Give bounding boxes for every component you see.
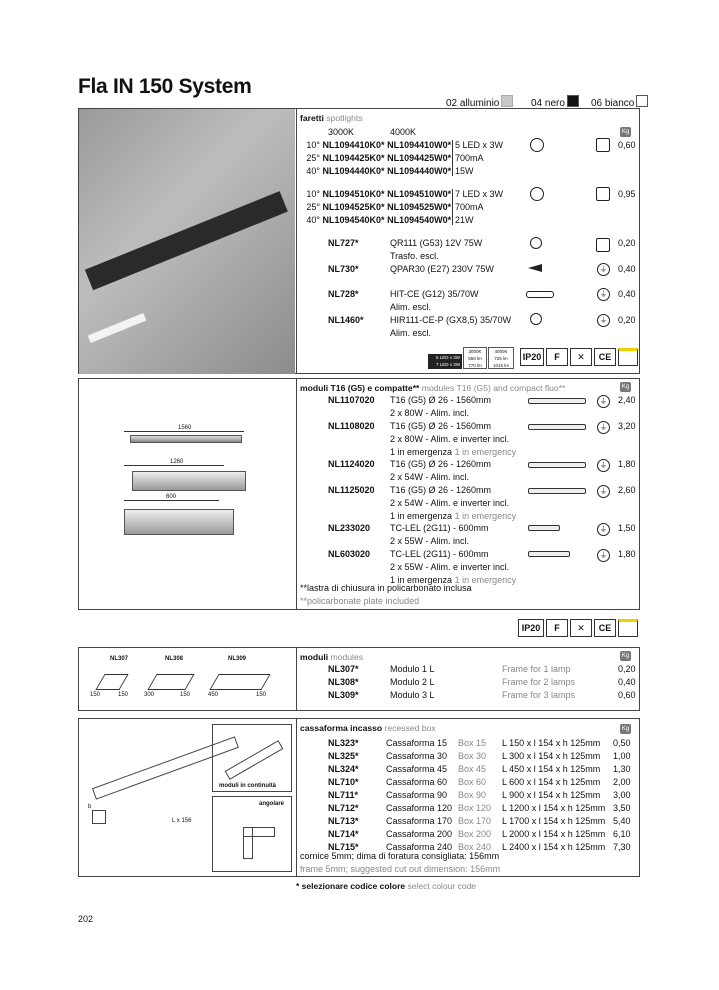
corner-label: angolare — [259, 801, 285, 807]
recessed-note-it: cornice 5mm; dima di foratura consigliata: 156mm — [300, 851, 500, 861]
flag-icon — [618, 619, 638, 637]
ip20-badge: IP20 — [520, 348, 544, 366]
label-nl309: NL309 — [228, 656, 247, 662]
kg-icon: Kg — [621, 653, 630, 659]
kg-icon: Kg — [621, 129, 630, 135]
footnote: * selezionare codice colore select colour code — [296, 881, 477, 891]
divider — [296, 647, 297, 711]
led-icon — [530, 187, 544, 201]
f-mark: F — [546, 348, 568, 366]
nero-swatch — [567, 95, 579, 107]
weee-icon: ✕ — [570, 619, 592, 637]
divider — [296, 718, 297, 877]
col-3000k: 3000K — [328, 127, 355, 137]
continuity-label: moduli in continuità — [219, 783, 276, 789]
divider — [296, 108, 297, 374]
fig-600 — [124, 495, 244, 540]
kg-icon: Kg — [621, 726, 630, 732]
nl309-frame — [209, 674, 270, 690]
t16-tube-icon — [528, 398, 586, 404]
ground-icon: ⏚ — [597, 549, 610, 562]
ground-icon: ⏚ — [597, 314, 610, 327]
finish-nero: 04 nero — [531, 95, 579, 109]
t16-header: moduli T16 (G5) e compatte** modules T16 (G5) and compact fluo** — [300, 383, 566, 393]
spots-header: faretti spotlights — [300, 113, 363, 123]
finish-bianco: 06 bianco — [591, 95, 648, 109]
divider — [452, 189, 453, 225]
lumen-table — [428, 347, 518, 369]
alluminio-swatch — [501, 95, 513, 107]
lamp-icon — [530, 237, 542, 249]
col-4000k: 4000K — [390, 127, 417, 137]
spots-group-2-spec: 7 LED x 3W 700mA 21W — [455, 189, 504, 225]
divider — [452, 140, 453, 176]
flag-icon — [618, 348, 638, 366]
recessed-box-header: cassaforma incasso recessed box — [300, 723, 436, 733]
dim-600: 600 — [166, 494, 177, 500]
led-icon — [530, 138, 544, 152]
ip20-badge: IP20 — [518, 619, 544, 637]
corner-inset — [212, 796, 292, 872]
product-photo — [79, 109, 295, 374]
page-number: 202 — [78, 914, 94, 924]
t16-note-it: **lastra di chiusura in policarbonato inclusa — [300, 583, 472, 593]
divider — [296, 378, 297, 610]
class-icon — [596, 187, 610, 201]
t16-tube-icon — [528, 488, 586, 494]
spots-group-1-spec: 5 LED x 3W 700mA 15W — [455, 140, 504, 176]
label-nl308: NL308 — [165, 656, 184, 662]
class-icon — [596, 138, 610, 152]
continuity-inset — [212, 724, 292, 792]
ground-icon: ⏚ — [597, 421, 610, 434]
fig-1260 — [124, 460, 244, 490]
hir-lamp-icon — [530, 313, 542, 325]
nl308-frame — [147, 674, 194, 690]
lumen-row-labels: 5 LED x 3W 7 LED x 3W — [428, 354, 462, 369]
bianco-swatch — [636, 95, 648, 107]
modules-figure: NL307 NL308 NL309 150 150 300 150 450 150 — [80, 652, 294, 708]
ground-icon: ⏚ — [597, 395, 610, 408]
recessed-box-figure — [80, 722, 294, 874]
light-diffuser — [88, 313, 147, 343]
ground-icon: ⏚ — [597, 459, 610, 472]
lumen-col-4000: 4000K 725 lm 1015 lm — [488, 347, 514, 369]
modules-header: moduli modules — [300, 652, 364, 662]
ground-icon: ⏚ — [597, 523, 610, 536]
weight: 0,60 — [618, 140, 636, 150]
label-nl307: NL307 — [110, 656, 129, 662]
ground-icon: ⏚ — [597, 288, 610, 301]
nl307-frame — [95, 674, 128, 690]
spots-group-1: 10° NL1094410K0* NL1094410W0* 25° NL1094425K0* NL1094425W0* 40° NL1094440K0* NL1094440W0* — [306, 140, 452, 176]
spots-group-2: 10° NL1094510K0* NL1094510W0* 25° NL1094525K0* NL1094525W0* 40° NL1094540K0* NL1094540W0* — [306, 189, 452, 225]
dim-1560: 1560 — [178, 425, 192, 431]
lumen-col-3000: 3000K 550 lm 770 lm — [463, 347, 487, 369]
luminaire-track — [85, 191, 288, 290]
weee-icon: ✕ — [570, 348, 592, 366]
t16-note-en: **policarbonate plate included — [300, 596, 420, 606]
kg-icon: Kg — [621, 384, 630, 390]
t16-tube-icon — [528, 462, 586, 468]
f-mark: F — [546, 619, 568, 637]
dim-l156: L x 156 — [172, 818, 192, 824]
tclel-tube-icon — [528, 525, 560, 531]
fig-1560 — [124, 426, 244, 440]
finish-alluminio: 02 alluminio — [446, 95, 513, 109]
tclel-tube-icon — [528, 551, 570, 557]
dim-1260: 1260 — [170, 459, 184, 465]
class-icon — [596, 238, 610, 252]
weight: 0,95 — [618, 189, 636, 199]
ground-icon: ⏚ — [597, 485, 610, 498]
ce-mark: CE — [594, 619, 616, 637]
ground-icon: ⏚ — [597, 263, 610, 276]
recessed-note-en: frame 5mm; suggested cut out dimension: 156mm — [300, 864, 501, 874]
t16-tube-icon — [528, 424, 586, 430]
box-section-drawing — [92, 810, 106, 824]
dim-b: b — [88, 804, 92, 810]
hit-lamp-icon — [526, 291, 554, 298]
page-title: Fla IN 150 System — [78, 75, 252, 98]
ce-mark: CE — [594, 348, 616, 366]
